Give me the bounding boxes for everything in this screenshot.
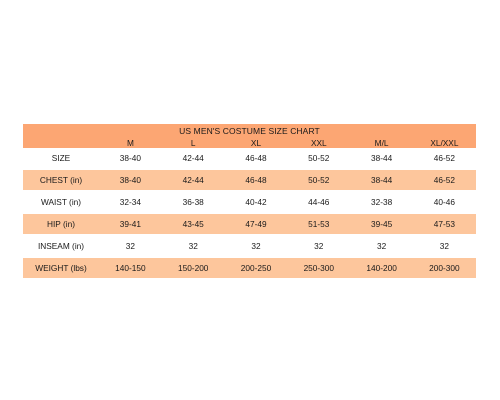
table-row: [23, 258, 476, 278]
table-cell: 50-52: [308, 175, 330, 185]
column-header: XL/XXL: [430, 138, 459, 148]
table-row: [23, 170, 476, 190]
column-header: L: [190, 138, 196, 148]
row-label: WEIGHT (lbs): [35, 263, 87, 273]
table-row: [23, 214, 476, 234]
table-cell: 39-45: [370, 219, 393, 229]
table-cell: 42-44: [182, 175, 204, 185]
table-cell: 32: [251, 241, 261, 251]
table-cell: 32-34: [119, 197, 142, 207]
column-header: M/L: [374, 138, 389, 148]
table-cell: 40-46: [433, 197, 455, 207]
table-cell: 32: [439, 241, 449, 251]
table-cell: 140-150: [115, 263, 146, 273]
table-cell: 43-45: [182, 219, 204, 229]
table-cell: 38-44: [370, 175, 393, 185]
size-chart: [23, 124, 476, 278]
table-row: [23, 192, 476, 212]
table-cell: 47-49: [245, 219, 267, 229]
table-cell: 32: [376, 241, 387, 251]
table-cell: 40-42: [245, 197, 267, 207]
table-cell: 47-53: [433, 219, 455, 229]
column-header: XXL: [310, 138, 327, 148]
column-header: XL: [250, 138, 262, 148]
table-cell: 32: [188, 241, 198, 251]
table-cell: 51-53: [308, 219, 330, 229]
table-cell: 32: [125, 241, 136, 251]
table-cell: 32: [314, 241, 324, 251]
chart-title: US MEN'S COSTUME SIZE CHART: [179, 126, 320, 136]
row-label: INSEAM (in): [37, 241, 85, 251]
table-row: [23, 236, 476, 256]
table-cell: 44-46: [308, 197, 330, 207]
table-cell: 150-200: [177, 263, 209, 273]
chart-header: [23, 124, 476, 148]
row-label: HIP (in): [47, 219, 75, 229]
table-cell: 46-48: [245, 175, 267, 185]
column-header-row: [23, 138, 476, 148]
table-cell: 46-52: [433, 175, 455, 185]
row-label: CHEST (in): [39, 175, 83, 185]
table-cell: 200-250: [240, 263, 272, 273]
table-cell: 42-44: [182, 153, 204, 163]
table-cell: 46-48: [245, 153, 267, 163]
table-cell: 38-40: [119, 175, 142, 185]
table-cell: 140-200: [366, 263, 397, 273]
table-row: [23, 148, 476, 168]
table-cell: 200-300: [429, 263, 460, 273]
table-cell: 32-38: [370, 197, 393, 207]
row-label: WAIST (in): [40, 197, 82, 207]
table-cell: 46-52: [433, 153, 455, 163]
column-header: M: [126, 138, 134, 148]
row-label: SIZE: [51, 153, 71, 163]
table-cell: 39-41: [119, 219, 142, 229]
table-cell: 38-44: [370, 153, 393, 163]
table-cell: 36-38: [182, 197, 204, 207]
table-cell: 250-300: [303, 263, 335, 273]
table-cell: 50-52: [308, 153, 330, 163]
table-cell: 38-40: [119, 153, 142, 163]
